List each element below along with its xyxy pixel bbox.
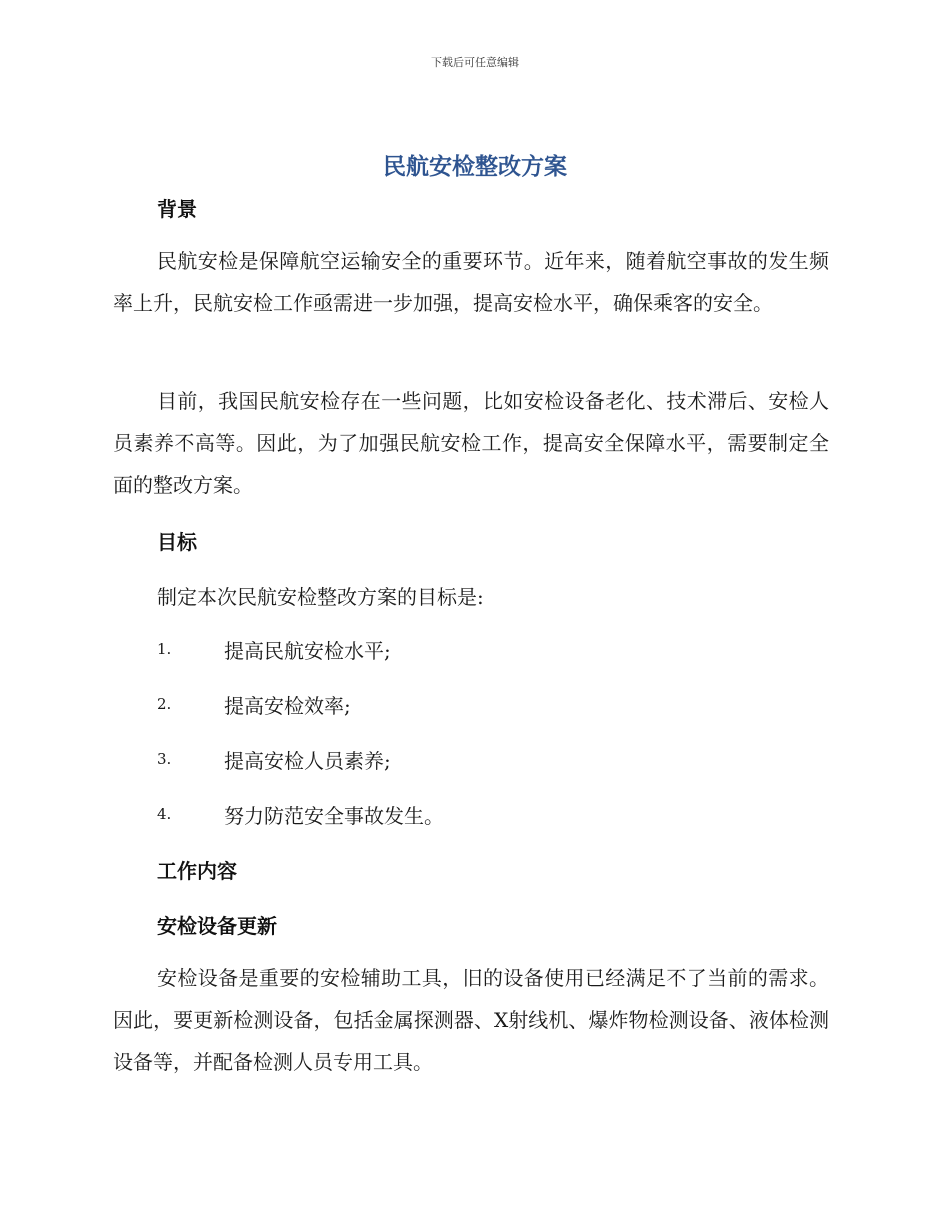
list-text: 提高安检效率;: [224, 693, 351, 718]
goal-list-item: [157, 690, 351, 718]
goal-list-item: [157, 800, 444, 828]
section-heading-background: 背景: [157, 197, 197, 221]
goal-list-item: [157, 745, 391, 773]
list-number: 1.: [157, 640, 172, 658]
equipment-paragraph: 安检设备是重要的安检辅助工具，旧的设备使用已经满足不了当前的需求。因此，要更新检测设备，包括金属探测器、X射线机、爆炸物检测设备、液体检测设备等，并配备检测人员专用工具。: [113, 966, 829, 1074]
goal-list-item: [157, 635, 391, 663]
list-number: 4.: [157, 805, 172, 823]
section-heading-work: 工作内容: [157, 859, 237, 883]
goals-intro: 制定本次民航安检整改方案的目标是:: [157, 585, 484, 609]
list-text: 努力防范安全事故发生。: [224, 803, 444, 828]
list-text: 提高民航安检水平;: [224, 638, 391, 663]
background-paragraph-1: 民航安检是保障航空运输安全的重要环节。近年来，随着航空事故的发生频率上升，民航安检工作亟需进一步加强，提高安检水平，确保乘客的安全。: [113, 249, 829, 315]
list-text: 提高安检人员素养;: [224, 748, 391, 773]
document-title: 民航安检整改方案: [383, 154, 567, 180]
list-number: 2.: [157, 695, 172, 713]
section-heading-goals: 目标: [157, 530, 197, 554]
background-paragraph-2: 目前，我国民航安检存在一些问题，比如安检设备老化、技术滞后、安检人员素养不高等。因此，为了加强民航安检工作，提高安全保障水平，需要制定全面的整改方案。: [113, 389, 829, 497]
header-note: 下载后可任意编辑: [431, 56, 519, 69]
list-number: 3.: [157, 750, 172, 768]
subsection-heading-equipment: 安检设备更新: [157, 914, 277, 938]
